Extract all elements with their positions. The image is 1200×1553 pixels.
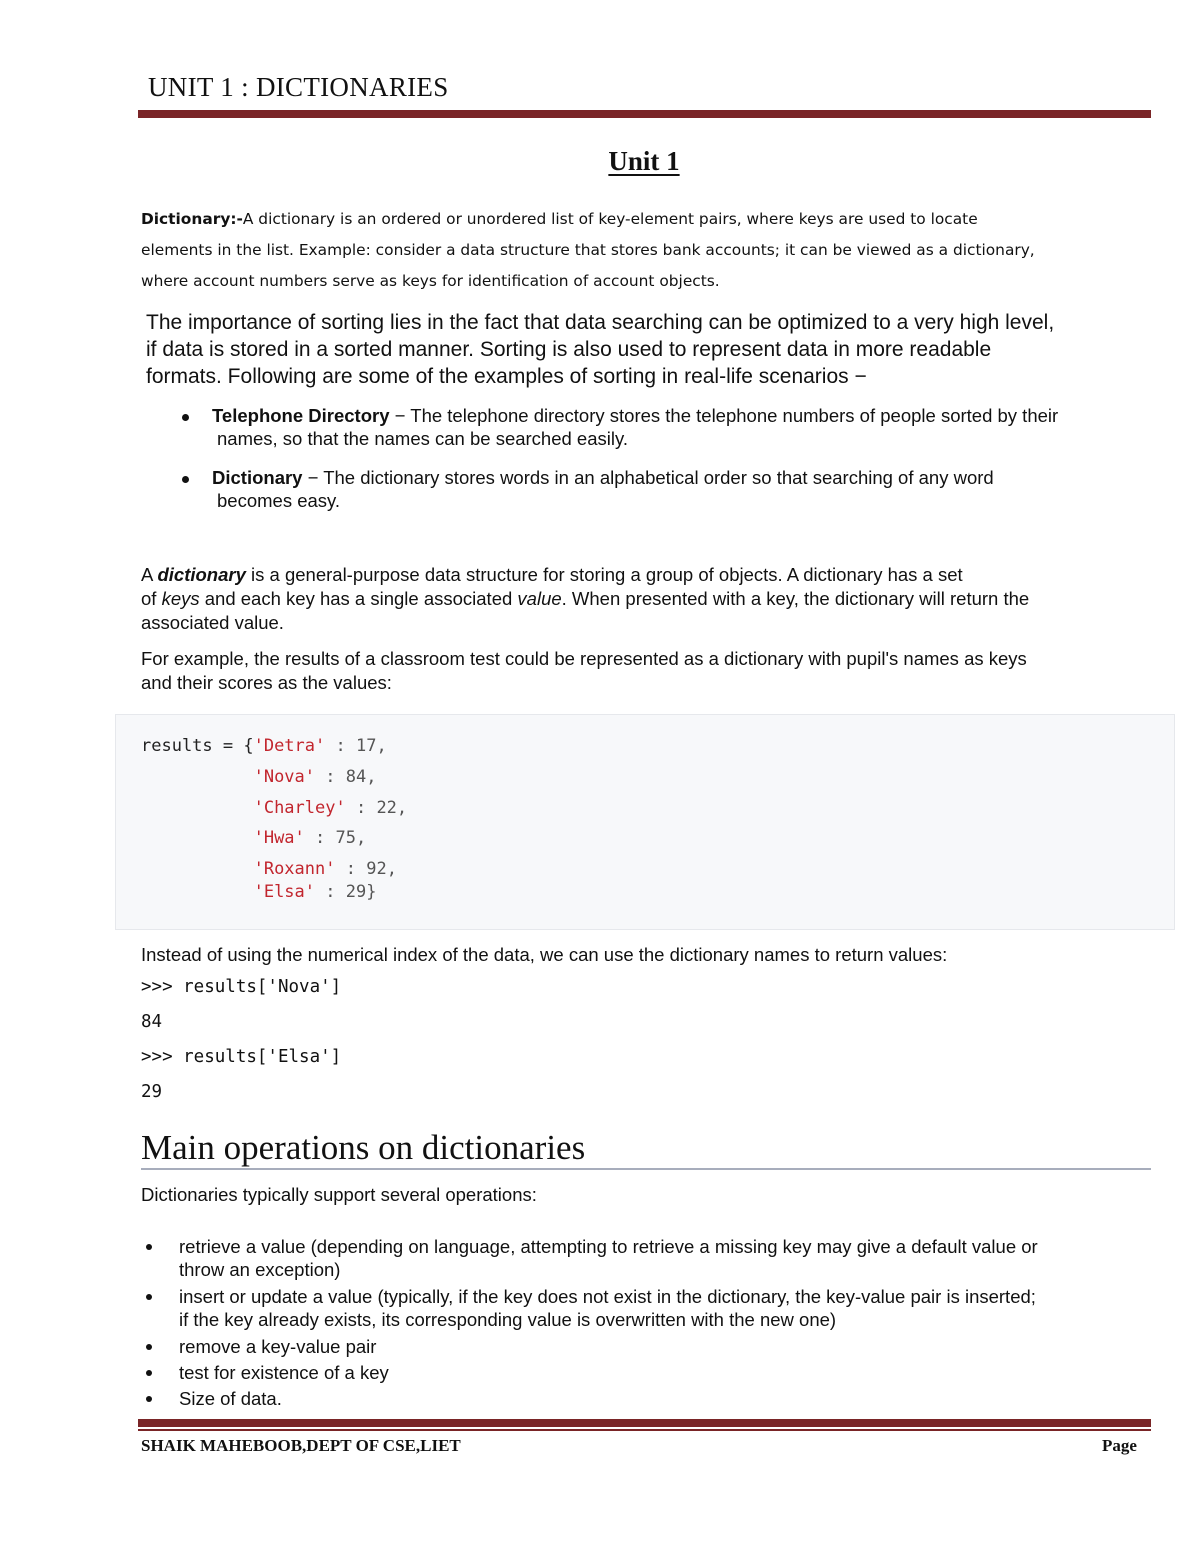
operation-text: Size of data.: [179, 1388, 282, 1409]
operation-item: [179, 1387, 1151, 1410]
dictionary-intro-paragraph: [141, 563, 1151, 635]
bullet-icon: [146, 1396, 152, 1402]
code-line: 'Roxann' : 92,: [141, 859, 397, 879]
sorting-paragraph: [146, 309, 1142, 390]
code-value: 29: [345, 882, 367, 902]
code-key: 'Roxann': [253, 859, 336, 879]
footer-page-label: Page: [1102, 1436, 1137, 1455]
unit-heading: Unit 1: [608, 146, 680, 176]
code-key: 'Nova': [253, 767, 316, 787]
intro-text: and each key has a single associated: [199, 588, 518, 609]
bullet-term: Telephone Directory: [212, 405, 390, 426]
code-value: 84: [345, 767, 367, 787]
page-header-title: UNIT 1 : DICTIONARIES: [148, 72, 449, 102]
intro-term-value: value: [517, 588, 562, 609]
footer-author: SHAIK MAHEBOOB,DEPT OF CSE,LIET: [141, 1436, 461, 1455]
lookup-intro: Instead of using the numerical index of the data, we can use the dictionary names to return values:: [141, 944, 948, 965]
bullet-icon: [146, 1370, 152, 1376]
code-line: results = {'Detra' : 17,: [141, 736, 387, 756]
intro-text: is a general-purpose data structure for storing a group of objects. A dictionary has a set: [245, 564, 963, 585]
intro-text: associated value.: [141, 612, 284, 633]
code-value: 92: [366, 859, 387, 879]
code-key: 'Hwa': [253, 828, 305, 848]
code-punct: ,: [376, 736, 387, 756]
operation-text: if the key already exists, its corresponding value is overwritten with the new one): [179, 1309, 837, 1330]
code-value: 22: [376, 798, 397, 818]
operation-item: [179, 1361, 1151, 1384]
section-divider: [141, 1168, 1151, 1170]
code-indent: [141, 882, 254, 902]
operation-item: [179, 1335, 1151, 1358]
header-divider: [138, 110, 1151, 118]
footer-divider-thin: [138, 1429, 1151, 1431]
code-punct: }: [366, 882, 377, 902]
operation-text: throw an exception): [179, 1259, 341, 1280]
example-line: For example, the results of a classroom test could be represented as a dictionary with pupil's names as keys: [141, 648, 1027, 669]
code-prefix: results = {: [141, 736, 254, 756]
code-indent: [141, 859, 254, 879]
operation-text: retrieve a value (depending on language, attempting to retrieve a missing key may give a default value or: [179, 1236, 1038, 1257]
code-indent: [141, 798, 254, 818]
footer-divider: [138, 1419, 1151, 1427]
lookup-output: 84: [141, 1012, 163, 1032]
code-punct: ,: [396, 798, 408, 818]
code-punct: ,: [386, 859, 397, 879]
code-line: 'Hwa' : 75,: [141, 828, 366, 848]
code-line: 'Nova' : 84,: [141, 767, 376, 787]
code-value: 17: [355, 736, 377, 756]
bullet-text: names, so that the names can be searched easily.: [217, 428, 629, 449]
example-paragraph: [141, 647, 1151, 695]
intro-text: . When presented with a key, the dictionary will return the: [561, 588, 1030, 609]
operation-text: insert or update a value (typically, if the key does not exist in the dictionary, the key-value pair is inserted;: [179, 1286, 1036, 1307]
example-line: and their scores as the values:: [141, 672, 392, 693]
sorting-bullet: [212, 466, 1142, 512]
bullet-text: − The telephone directory stores the telephone numbers of people sorted by their: [389, 405, 1059, 426]
lookup-command: >>> results['Elsa']: [141, 1047, 342, 1067]
definition-line: elements in the list. Example: consider a data structure that stores bank accounts; it can be viewed as a dictionary,: [141, 241, 1035, 259]
bullet-icon: [182, 414, 189, 421]
code-line: 'Charley' : 22,: [141, 798, 407, 818]
intro-term: dictionary: [157, 564, 246, 585]
section-heading: Main operations on dictionaries: [141, 1128, 586, 1167]
bullet-text: − The dictionary stores words in an alphabetical order so that searching of any word: [302, 467, 994, 488]
sorting-line: The importance of sorting lies in the fact that data searching can be optimized to a very high level,: [146, 311, 1055, 334]
definition-term: Dictionary:-: [141, 210, 243, 228]
bullet-icon: [146, 1244, 152, 1250]
operation-item: [179, 1235, 1151, 1281]
lookup-command: >>> results['Nova']: [141, 977, 342, 997]
code-line: 'Elsa' : 29}: [141, 882, 376, 902]
code-punct: ,: [366, 767, 377, 787]
definition-line: A dictionary is an ordered or unordered list of key-element pairs, where keys are used to locate: [242, 210, 978, 228]
intro-text: A: [141, 564, 158, 585]
bullet-text: becomes easy.: [217, 490, 341, 511]
code-punct: ,: [355, 828, 367, 848]
operation-item: [179, 1285, 1151, 1331]
definition-paragraph: [141, 204, 1151, 297]
bullet-icon: [182, 476, 189, 483]
sorting-line: if data is stored in a sorted manner. Sorting is also used to represent data in more readable: [146, 338, 992, 361]
intro-term-keys: keys: [161, 588, 200, 609]
code-key: 'Elsa': [253, 882, 316, 902]
bullet-icon: [146, 1344, 152, 1350]
operation-text: test for existence of a key: [179, 1362, 389, 1383]
code-indent: [141, 767, 254, 787]
code-key: 'Charley': [253, 798, 346, 818]
bullet-icon: [146, 1294, 152, 1300]
lookup-output: 29: [141, 1082, 163, 1102]
sorting-bullet: [212, 404, 1142, 450]
code-indent: [141, 828, 254, 848]
code-value: 75: [335, 828, 356, 848]
definition-line: where account numbers serve as keys for identification of account objects.: [141, 272, 720, 290]
operations-intro: Dictionaries typically support several operations:: [141, 1184, 537, 1205]
intro-text: of: [141, 588, 162, 609]
bullet-term: Dictionary: [212, 467, 303, 488]
sorting-line: formats. Following are some of the examples of sorting in real-life scenarios −: [146, 365, 867, 388]
code-key: 'Detra': [253, 736, 326, 756]
operation-text: remove a key-value pair: [179, 1336, 377, 1357]
